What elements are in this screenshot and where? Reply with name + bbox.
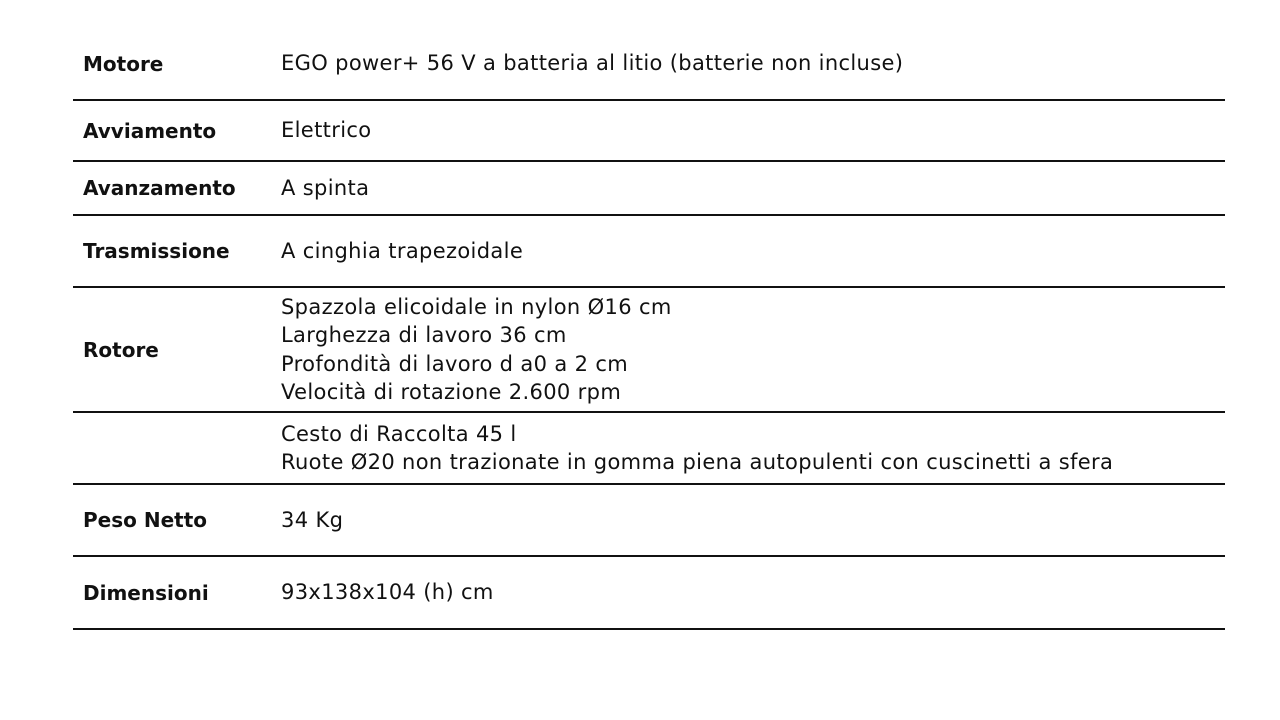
spec-row-avanzamento — [73, 162, 1225, 216]
spec-value-line: Cesto di Raccolta 45 l — [281, 421, 517, 446]
spec-label: Rotore — [83, 337, 159, 362]
spec-value — [281, 420, 1113, 477]
spec-value — [281, 237, 523, 266]
spec-value-line: Spazzola elicoidale in nylon Ø16 cm — [281, 294, 672, 319]
spec-row-avviamento — [73, 101, 1225, 162]
spec-label: Dimensioni — [83, 580, 209, 605]
spec-value-line: Velocità di rotazione 2.600 rpm — [281, 380, 622, 404]
spec-value-line: A cinghia trapezoidale — [281, 238, 524, 263]
spec-value-line: Ruote Ø20 non trazionate in gomma piena autopulenti con cuscinetti a sfera — [281, 450, 1114, 474]
spec-value — [281, 578, 494, 607]
spec-label: Avanzamento — [83, 176, 236, 200]
spec-value-line: Elettrico — [281, 118, 372, 143]
spec-value-line: Profondità di lavoro d a0 a 2 cm — [281, 351, 629, 376]
spec-value-line: Larghezza di lavoro 36 cm — [281, 323, 567, 347]
spec-label: Peso Netto — [83, 508, 207, 532]
spec-value-line: EGO power+ 56 V a batteria al litio (batterie non incluse) — [281, 51, 904, 76]
spec-value — [281, 293, 672, 407]
spec-row-accessori — [73, 413, 1225, 485]
specifications-table — [73, 28, 1225, 630]
spec-label: Trasmissione — [83, 239, 230, 263]
spec-value — [281, 116, 372, 145]
spec-value — [281, 174, 369, 203]
spec-row-peso-netto — [73, 485, 1225, 557]
spec-value-line: A spinta — [281, 175, 370, 200]
spec-row-motore — [73, 28, 1225, 101]
spec-value — [281, 49, 903, 78]
spec-value-line: 34 Kg — [281, 507, 344, 532]
spec-row-rotore — [73, 288, 1225, 413]
spec-value-line: 93x138x104 (h) cm — [281, 580, 494, 605]
spec-row-trasmissione — [73, 216, 1225, 288]
spec-label: Avviamento — [83, 118, 217, 143]
spec-row-dimensioni — [73, 557, 1225, 630]
spec-value — [281, 506, 343, 535]
spec-label: Motore — [83, 51, 164, 76]
